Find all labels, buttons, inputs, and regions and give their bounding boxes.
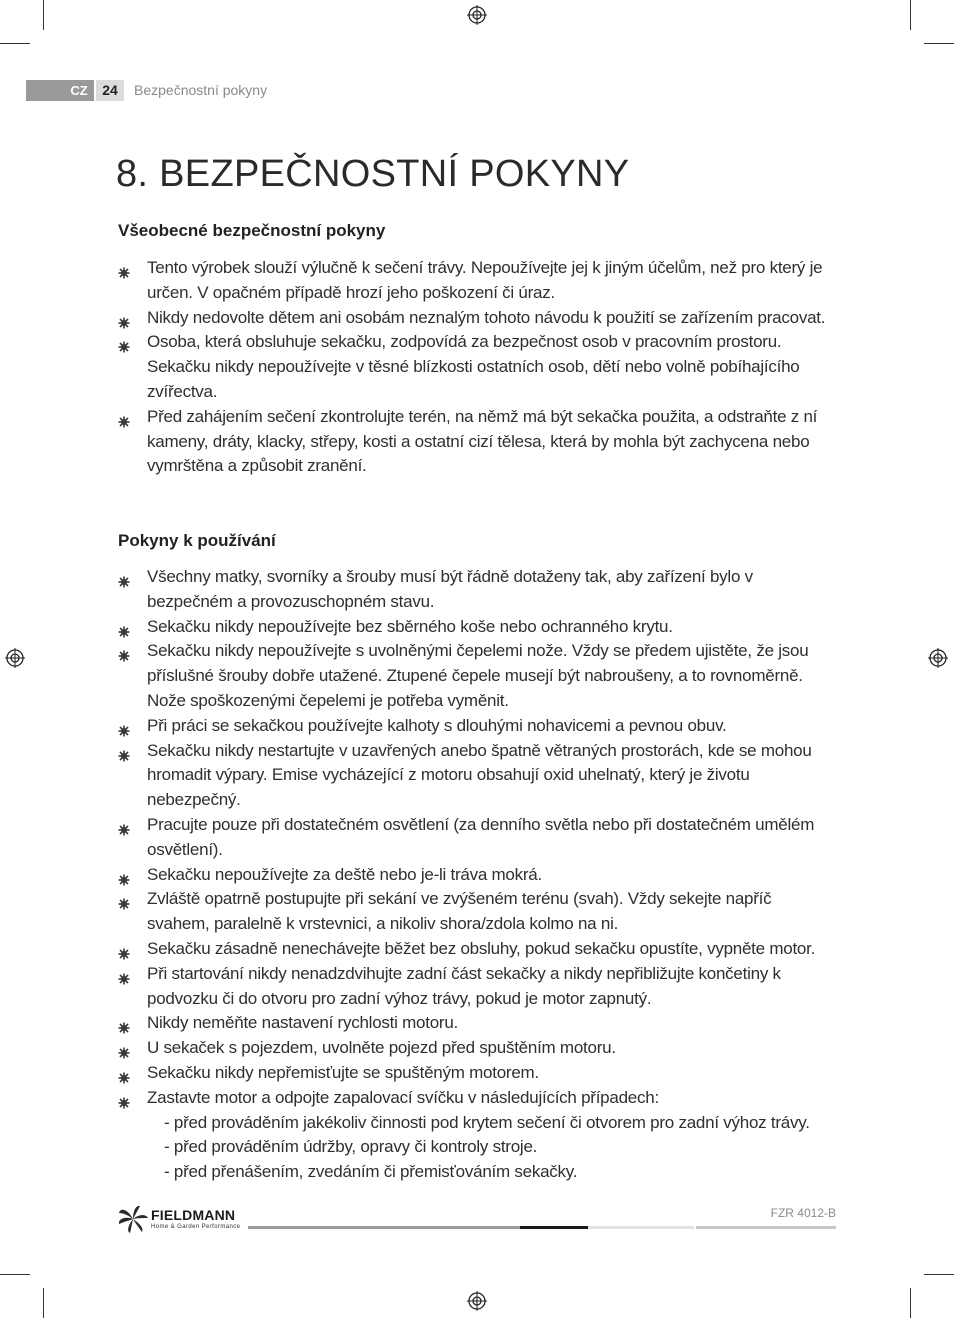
list-item: [118, 1086, 838, 1185]
list-item: [118, 937, 838, 962]
list-item: [118, 405, 838, 479]
list-item: [118, 739, 838, 813]
list-item: [118, 615, 838, 640]
crop-mark: [910, 0, 911, 30]
list-item-text: Osoba, která obsluhuje sekačku, zodpovídá za bezpečnost osob v pracovním prostoru. Sekačku nikdy nepoužívejte v těsné blízkosti ostatních osob, dětí nebo volně pobíhajícího zvířectva.: [147, 332, 800, 401]
list-item-text: Pracujte pouze při dostatečném osvětlení (za denního světla nebo při dostatečném umělém osvětlení).: [147, 814, 815, 859]
crop-mark: [0, 1274, 30, 1275]
list-item-text: Sekačku zásadně nenechávejte běžet bez obsluhy, pokud sekačku opustíte, vypněte motor.: [147, 938, 816, 958]
list-item-text: Nikdy nedovolte dětem ani osobám neznalým tohoto návodu k použití se zařízením pracovat.: [147, 307, 826, 327]
bullet-icon: [118, 411, 130, 423]
bullet-icon: [118, 645, 130, 657]
crop-mark: [924, 43, 954, 44]
bullet-icon: [118, 819, 130, 831]
bullet-icon: [118, 262, 130, 274]
list-item: [118, 863, 838, 888]
bullet-icon: [118, 571, 130, 583]
model-number: FZR 4012-B: [770, 1206, 836, 1220]
bullet-icon: [118, 968, 130, 980]
language-code: CZ: [70, 83, 88, 98]
bullet-icon: [118, 1042, 130, 1054]
list-item: [118, 639, 838, 713]
list-item-text: Zastavte motor a odpojte zapalovací svíčku v následujících případech:: [147, 1087, 659, 1107]
page-title: 8. BEZPEČNOSTNÍ POKYNY: [116, 153, 630, 195]
list-item: [118, 714, 838, 739]
leaf-logo-icon: [117, 1204, 151, 1234]
bullet-icon: [118, 893, 130, 905]
bullet-icon: [118, 869, 130, 881]
registration-mark-icon: [928, 648, 948, 668]
crop-mark: [0, 43, 30, 44]
bullet-icon: [118, 1092, 130, 1104]
registration-mark-icon: [5, 648, 25, 668]
bullet-icon: [118, 621, 130, 633]
list-item: [118, 962, 838, 1012]
list-item: [118, 1061, 838, 1086]
list-item: [118, 813, 838, 863]
list-item: [118, 256, 838, 306]
list-item: [118, 1036, 838, 1061]
bullet-icon: [118, 312, 130, 324]
list-item-text: Při startování nikdy nenadzdvihujte zadní část sekačky a nikdy nepřibližujte končetiny k podvozku či do otvoru pro zadní výhoz trávy, pokud je motor zapnutý.: [147, 963, 781, 1008]
list-item-text: Před zahájením sečení zkontrolujte terén, na němž má být sekačka použita, a odstraňte z ní kameny, dráty, klacky, střepy, kosti a ostatní cizí tělesa, která by mohla být zachycena nebo vymrštěna a způsobit zranění.: [147, 406, 818, 476]
footer-rule: [248, 1226, 520, 1229]
footer-rule: [696, 1226, 836, 1229]
general-safety-list: [118, 256, 838, 479]
brand-tagline: Home & Garden Performance: [151, 1224, 241, 1230]
running-header-title: Bezpečnostní pokyny: [134, 82, 268, 98]
sub-item: - před prováděním údržby, opravy či kontroly stroje.: [164, 1137, 538, 1157]
registration-mark-icon: [467, 5, 487, 25]
sub-item: - před prováděním jakékoliv činnosti pod krytem sečení či otvorem pro zadní výhoz trávy.: [164, 1112, 810, 1132]
list-item-text: Zvláště opatrně postupujte při sekání ve zvýšeném terénu (svah). Vždy sekejte napříč svahem, paralelně k vrstevnici, a nikoliv shora/zdola kolmo na ni.: [147, 889, 772, 934]
list-item: [118, 887, 838, 937]
crop-mark: [43, 1288, 44, 1318]
list-item-text: Nikdy neměňte nastavení rychlosti motoru.: [147, 1013, 459, 1033]
list-item-text: Všechny matky, svorníky a šrouby musí být řádně dotaženy tak, aby zařízení bylo v bezpečném a provozuschopném stavu.: [147, 567, 753, 611]
list-item-text: Sekačku nikdy nepřemisťujte se spuštěným motorem.: [147, 1062, 539, 1082]
list-item-text: Při práci se sekačkou používejte kalhoty s dlouhými nohavicemi a pevnou obuv.: [147, 715, 727, 735]
section-heading-usage: Pokyny k používání: [118, 531, 276, 550]
crop-mark: [43, 0, 44, 30]
list-item-text: U sekaček s pojezdem, uvolněte pojezd před spuštěním motoru.: [147, 1038, 616, 1058]
list-item: [118, 1011, 838, 1036]
bullet-icon: [118, 745, 130, 757]
list-item: [118, 565, 838, 615]
crop-mark: [910, 1288, 911, 1318]
page-number: 24: [96, 80, 124, 101]
crop-mark: [924, 1274, 954, 1275]
bullet-icon: [118, 1067, 130, 1079]
list-item-text: Sekačku nepoužívejte za deště nebo je-li tráva mokrá.: [147, 864, 542, 884]
list-item-text: Tento výrobek slouží výlučně k sečení trávy. Nepoužívejte jej k jiným účelům, než pro který je určen. V opačném případě hrozí jeho poškození či úraz.: [147, 258, 823, 302]
list-item-text: Sekačku nikdy nepoužívejte s uvolněnými čepelemi nože. Vždy se předem ujistěte, že jsou příslušné šrouby dobře utažené. Ztupené čepele musejí být nabroušeny, a to rovnoměrně. Nože spoškozenými čepelemi je potřeba vyměnit.: [147, 641, 809, 710]
list-item-text: Sekačku nikdy nepoužívejte bez sběrného koše nebo ochranného krytu.: [147, 616, 673, 636]
list-item: [118, 306, 838, 331]
footer-rule: [520, 1226, 588, 1229]
bullet-icon: [118, 943, 130, 955]
brand-name: FIELDMANN: [151, 1207, 236, 1223]
footer-rule: [588, 1226, 694, 1229]
usage-instructions-list: [118, 565, 838, 1185]
section-heading-general: Všeobecné bezpečnostní pokyny: [118, 221, 386, 240]
list-item-text: Sekačku nikdy nestartujte v uzavřených anebo špatně větraných prostorách, kde se mohou hromadit výpary. Emise vycházející z motoru obsahují oxid uhelnatý, který je životu nebezpečný.: [147, 740, 812, 810]
bullet-icon: [118, 720, 130, 732]
list-item: [118, 330, 838, 404]
registration-mark-icon: [467, 1291, 487, 1311]
sub-item: - před přenášením, zvedáním či přemisťováním sekačky.: [164, 1162, 578, 1182]
bullet-icon: [118, 336, 130, 348]
bullet-icon: [118, 1017, 130, 1029]
